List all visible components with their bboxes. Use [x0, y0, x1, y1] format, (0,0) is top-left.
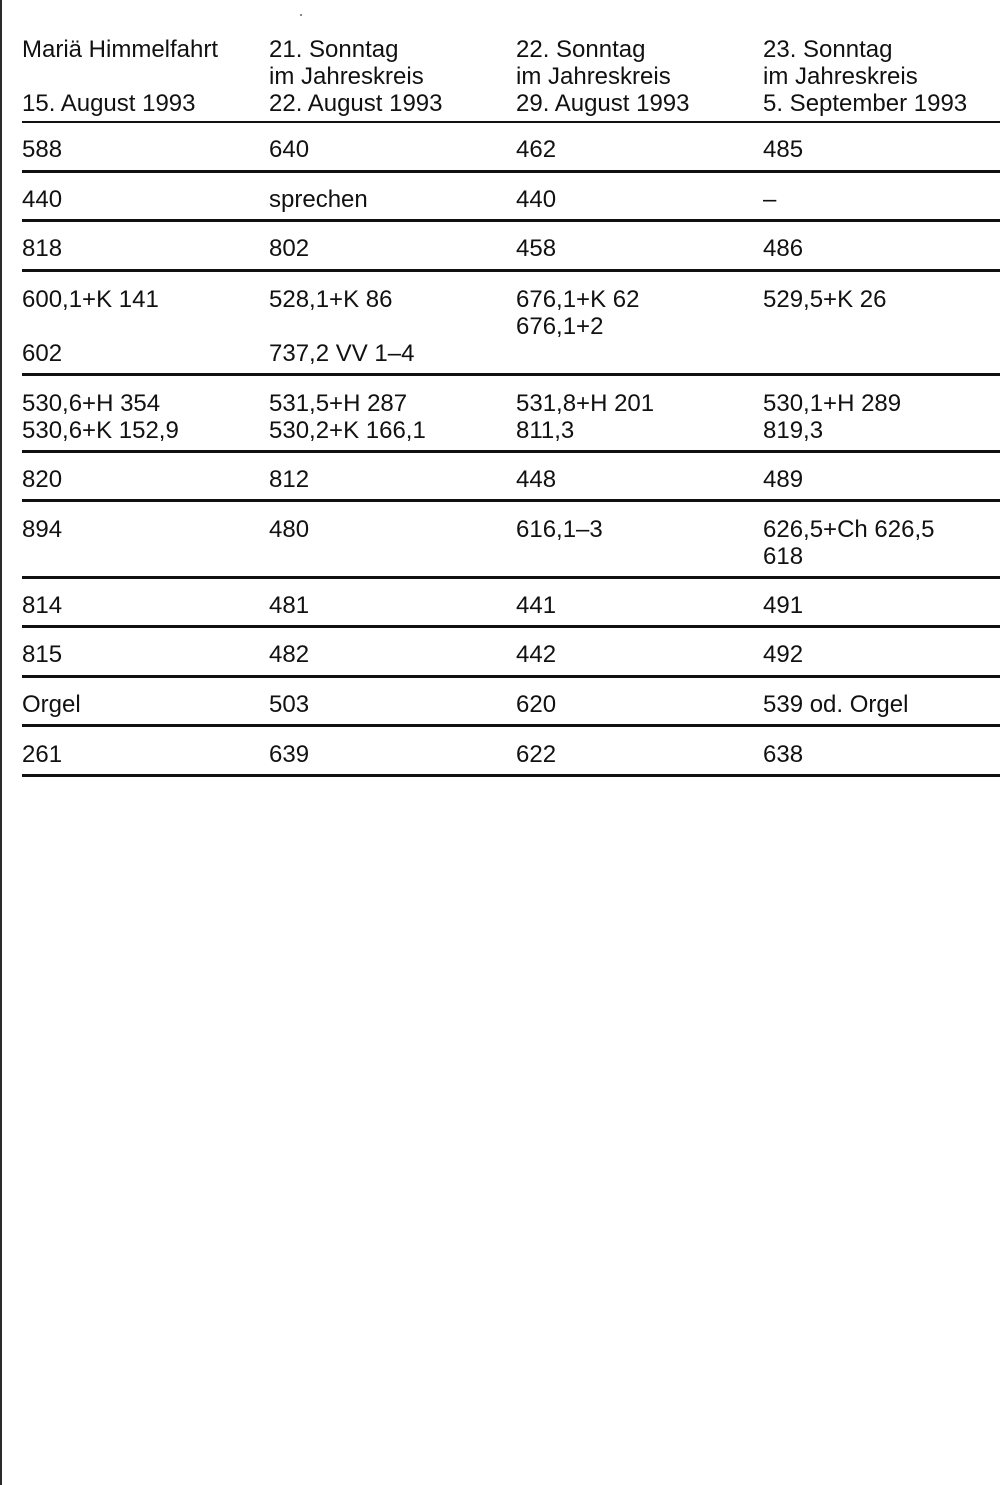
table-cell [269, 235, 516, 269]
table-cell [22, 235, 269, 269]
cell-line: 485 [763, 136, 804, 163]
cell-line: 441 [516, 592, 557, 619]
cell-line: 261 [22, 741, 63, 768]
cell-line: 620 [516, 691, 557, 718]
table-cell [763, 286, 1000, 373]
table-cell [269, 286, 516, 373]
table-cell [22, 390, 269, 450]
left-margin-line [0, 0, 2, 1485]
cell-line: 894 [22, 516, 63, 543]
table-cell [269, 516, 516, 576]
table-cell [269, 186, 516, 219]
cell-line: 819,3 [763, 417, 824, 444]
cell-line: 503 [269, 691, 310, 718]
table-cell [22, 741, 269, 774]
cell-line: 530,1+H 289 [763, 390, 902, 417]
header-col-4 [763, 36, 1000, 117]
table-cell [22, 592, 269, 625]
table-row [22, 579, 1000, 628]
cell-line: 737,2 VV 1–4 [269, 340, 415, 367]
table-cell [763, 741, 1000, 774]
cell-line: 622 [516, 741, 557, 768]
cell-line: 492 [763, 641, 804, 668]
table-cell [22, 286, 269, 373]
cell-line: 530,6+H 354 [22, 390, 161, 417]
cell-line [22, 313, 269, 340]
cell-line: 539 od. Orgel [763, 691, 909, 718]
header-col-3 [516, 36, 763, 117]
table-cell [269, 390, 516, 450]
cell-line: 811,3 [516, 417, 575, 444]
cell-line: 676,1+K 62 [516, 286, 640, 313]
cell-line: 442 [516, 641, 557, 668]
cell-line: 802 [269, 235, 310, 262]
cell-line: 491 [763, 592, 804, 619]
table-cell [763, 641, 1000, 675]
table-cell [763, 136, 1000, 170]
header-title: 23. Sonntag [763, 36, 893, 63]
table-row [22, 222, 1000, 272]
table-cell [516, 136, 763, 170]
table-cell [22, 641, 269, 675]
table-cell [22, 466, 269, 499]
cell-line: 602 [22, 340, 63, 367]
cell-line: 639 [269, 741, 310, 768]
cell-line [269, 313, 516, 340]
table-cell [763, 390, 1000, 450]
table-cell [269, 466, 516, 499]
table-cell [269, 691, 516, 724]
table-cell [269, 641, 516, 675]
header-date: 5. September 1993 [763, 90, 968, 117]
cell-line: 530,6+K 152,9 [22, 417, 179, 444]
table-cell [22, 516, 269, 576]
table-header [22, 36, 1000, 123]
header-date: 22. August 1993 [269, 90, 443, 117]
header-subtitle [22, 63, 269, 90]
table-cell [516, 691, 763, 724]
song-schedule-table [22, 36, 1000, 777]
table-cell [22, 691, 269, 724]
cell-line: 529,5+K 26 [763, 286, 887, 313]
cell-line: 640 [269, 136, 310, 163]
cell-line: 820 [22, 466, 63, 493]
cell-line: 531,5+H 287 [269, 390, 408, 417]
cell-line: 531,8+H 201 [516, 390, 655, 417]
cell-line [516, 543, 763, 570]
table-row [22, 628, 1000, 678]
table-cell [763, 235, 1000, 269]
cell-line: 812 [269, 466, 310, 493]
table-row [22, 376, 1000, 453]
cell-line: 448 [516, 466, 557, 493]
header-date: 15. August 1993 [22, 90, 196, 117]
cell-line: 482 [269, 641, 310, 668]
cell-line: – [763, 186, 777, 213]
cell-line: 489 [763, 466, 804, 493]
cell-line: 618 [763, 543, 804, 570]
table-row [22, 453, 1000, 502]
table-cell [516, 641, 763, 675]
cell-line: 486 [763, 235, 804, 262]
table-cell [763, 516, 1000, 576]
table-cell [269, 741, 516, 774]
cell-line: 440 [516, 186, 557, 213]
cell-line: 818 [22, 235, 63, 262]
cell-line [763, 340, 1000, 367]
table-row [22, 123, 1000, 173]
cell-line: 676,1+2 [516, 313, 604, 340]
table-row [22, 678, 1000, 727]
table-cell [763, 691, 1000, 724]
cell-line: 638 [763, 741, 804, 768]
scan-speck [300, 14, 302, 16]
cell-line: 458 [516, 235, 557, 262]
cell-line: sprechen [269, 186, 368, 213]
table-cell [516, 235, 763, 269]
header-title: 22. Sonntag [516, 36, 646, 63]
table-cell [516, 592, 763, 625]
table-cell [516, 466, 763, 499]
table-cell [763, 466, 1000, 499]
cell-line: 481 [269, 592, 310, 619]
header-subtitle: im Jahreskreis [516, 63, 671, 90]
cell-line: 480 [269, 516, 310, 543]
table-cell [269, 592, 516, 625]
header-title: 21. Sonntag [269, 36, 399, 63]
table-cell [269, 136, 516, 170]
cell-line: 528,1+K 86 [269, 286, 393, 313]
table-cell [763, 592, 1000, 625]
cell-line: 588 [22, 136, 63, 163]
cell-line: 814 [22, 592, 63, 619]
cell-line: 440 [22, 186, 63, 213]
table-row [22, 727, 1000, 777]
header-subtitle: im Jahreskreis [269, 63, 424, 90]
cell-line: 626,5+Ch 626,5 [763, 516, 935, 543]
header-subtitle: im Jahreskreis [763, 63, 918, 90]
header-col-1 [22, 36, 269, 117]
table-row [22, 173, 1000, 222]
table-cell [22, 186, 269, 219]
cell-line: 600,1+K 141 [22, 286, 159, 313]
cell-line [22, 543, 269, 570]
table-cell [516, 516, 763, 576]
table-cell [22, 136, 269, 170]
cell-line: 616,1–3 [516, 516, 603, 543]
cell-line [269, 543, 516, 570]
header-title: Mariä Himmelfahrt [22, 36, 219, 63]
table-row [22, 272, 1000, 376]
table-cell [763, 186, 1000, 219]
table-cell [516, 741, 763, 774]
cell-line: 462 [516, 136, 557, 163]
cell-line [763, 313, 1000, 340]
table-body [22, 123, 1000, 777]
cell-line: 815 [22, 641, 63, 668]
header-date: 29. August 1993 [516, 90, 690, 117]
table-cell [516, 186, 763, 219]
cell-line: Orgel [22, 691, 81, 718]
header-col-2 [269, 36, 516, 117]
table-cell [516, 286, 763, 373]
table-row [22, 502, 1000, 579]
cell-line: 530,2+K 166,1 [269, 417, 426, 444]
table-cell [516, 390, 763, 450]
cell-line [516, 340, 763, 367]
